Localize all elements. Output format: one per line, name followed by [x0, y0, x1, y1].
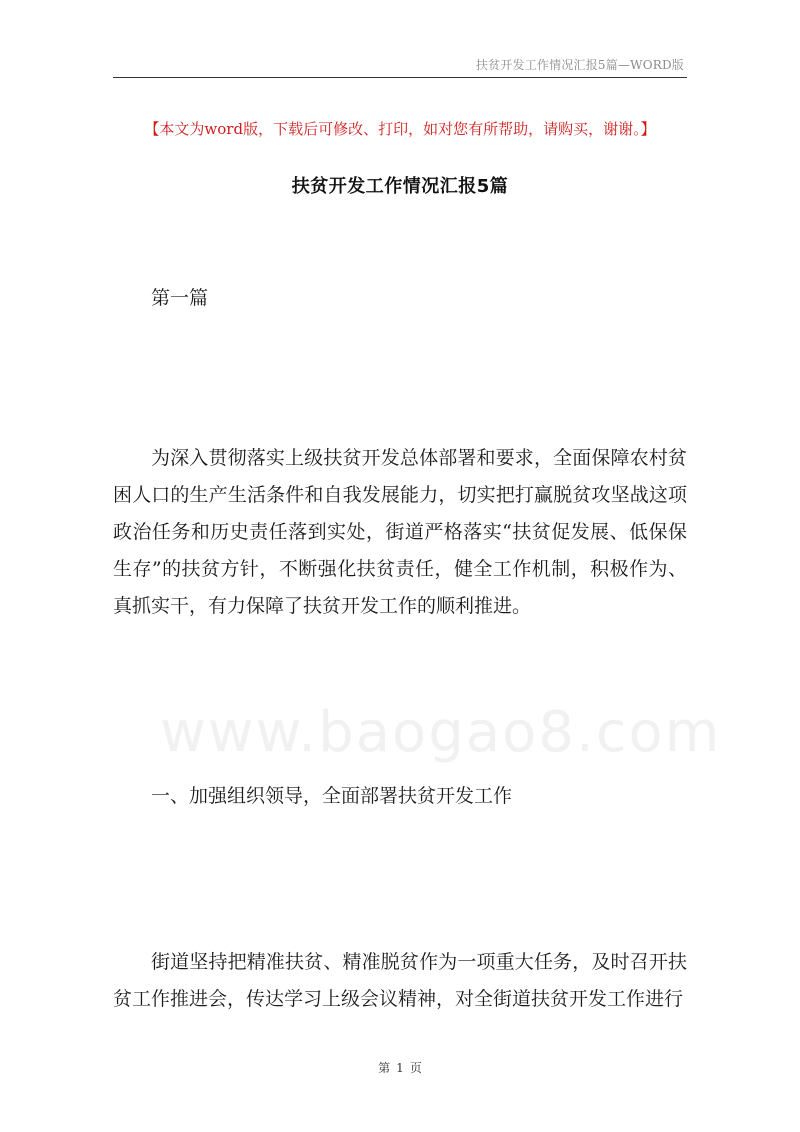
watermark: www.baogao8.com: [160, 700, 722, 765]
intro-paragraph-block: [113, 440, 687, 625]
running-title: 扶贫开发工作情况汇报5篇—WORD版: [475, 58, 684, 72]
section-label: [113, 280, 687, 317]
page-label-suffix: 页: [409, 1061, 422, 1075]
purchase-notice: 【本文为word版，下载后可修改、打印，如对您有所帮助，请购买，谢谢。】: [144, 120, 656, 138]
page-number: 1: [396, 1061, 404, 1075]
body-paragraph-block: [113, 944, 687, 1018]
section-heading-1: 一、加强组织领导，全面部署扶贫开发工作: [151, 785, 513, 807]
page-footer: [0, 1059, 800, 1076]
document-title: 扶贫开发工作情况汇报5篇: [291, 176, 509, 197]
intro-paragraph: 为深入贯彻落实上级扶贫开发总体部署和要求，全面保障农村贫困人口的生产生活条件和自我发展能力，切实把打赢脱贫攻坚战这项政治任务和历史责任落到实处，街道严格落实“扶贫促发展、低保保生存”的扶贫方针，不断强化扶贫责任，健全工作机制，积极作为、真抓实干，有力保障了扶贫开发工作的顺利推进。: [113, 447, 687, 617]
body-paragraph-2: 街道坚持把精准扶贫、精准脱贫作为一项重大任务，及时召开扶贫工作推进会，传达学习上级会议精神，对全街道扶贫开发工作进行: [113, 951, 687, 1010]
page-label-prefix: 第: [378, 1061, 391, 1075]
section-heading-block: [113, 778, 687, 815]
header-divider: [113, 77, 687, 78]
part-heading: 第一篇: [151, 287, 209, 309]
